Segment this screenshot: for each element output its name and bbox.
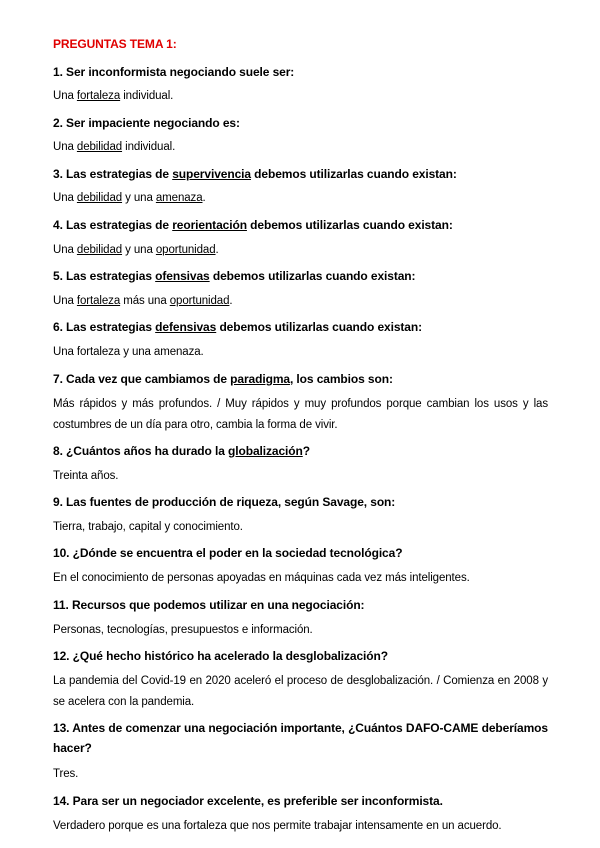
text-run: 11. Recursos que podemos utilizar en una negociación: <box>53 598 365 612</box>
text-run: individual. <box>122 141 176 153</box>
underlined-term: supervivencia <box>172 167 251 181</box>
answer-13 <box>53 764 548 785</box>
question-12 <box>53 646 548 666</box>
text-run: . <box>215 244 219 256</box>
answer-9 <box>53 517 548 538</box>
text-run: 5. Las estrategias <box>53 269 156 283</box>
text-run: Tierra, trabajo, capital y conocimiento. <box>53 521 243 533</box>
question-1 <box>53 62 548 82</box>
text-run: 1. Ser inconformista negociando suele ser: <box>53 65 295 79</box>
answer-2 <box>53 137 548 158</box>
text-run: 12. ¿Qué hecho histórico ha acelerado la desglobalización? <box>53 649 388 663</box>
text-run: Tres. <box>53 768 79 780</box>
answer-3 <box>53 188 548 209</box>
question-9 <box>53 492 548 512</box>
text-run: más una <box>120 295 170 307</box>
text-run: Treinta años. <box>53 470 119 482</box>
text-run: 13. Antes de comenzar una negociación importante, ¿Cuántos DAFO-CAME deberíamos hacer? <box>53 721 548 755</box>
text-run: debemos utilizarlas cuando existan: <box>209 269 416 283</box>
underlined-term: oportunidad <box>169 295 230 307</box>
text-run: 6. Las estrategias <box>53 320 156 334</box>
text-run: 9. Las fuentes de producción de riqueza, según Savage, son: <box>53 495 396 509</box>
text-run: En el conocimiento de personas apoyadas en máquinas cada vez más inteligentes. <box>53 572 470 584</box>
answer-12 <box>53 671 548 713</box>
text-run: La pandemia del Covid-19 en 2020 aceleró el proceso de desglobalización. / Comienza en 2008 y se acelera con la pandemia. <box>53 675 548 708</box>
question-14 <box>53 791 548 811</box>
underlined-term: defensivas <box>155 320 217 334</box>
question-7 <box>53 369 548 389</box>
text-run: . <box>202 192 206 204</box>
question-13 <box>53 718 548 758</box>
question-11 <box>53 595 548 615</box>
text-run: . <box>229 295 233 307</box>
text-run: y una <box>122 192 156 204</box>
text-run: Una <box>53 90 77 102</box>
text-run: ? <box>302 444 310 458</box>
text-run: Personas, tecnologías, presupuestos e información. <box>53 624 313 636</box>
text-run: Una <box>53 295 77 307</box>
text-run: 7. Cada vez que cambiamos de <box>53 372 231 386</box>
text-run: 2. Ser impaciente negociando es: <box>53 116 240 130</box>
text-run: 10. ¿Dónde se encuentra el poder en la sociedad tecnológica? <box>53 546 403 560</box>
answer-7 <box>53 394 548 436</box>
underlined-term: debilidad <box>76 141 123 153</box>
text-run: debemos utilizarlas cuando existan: <box>216 320 423 334</box>
answer-10 <box>53 568 548 589</box>
underlined-term: amenaza <box>155 192 203 204</box>
text-run: Más rápidos y más profundos. / Muy rápidos y muy profundos porque cambian los usos y las costumbres de un día para otro, cambia la forma de vivir. <box>53 398 548 431</box>
underlined-term: globalización <box>228 444 303 458</box>
text-run: y una <box>122 244 156 256</box>
text-run: , los cambios son: <box>289 372 393 386</box>
answer-6 <box>53 342 548 363</box>
question-4 <box>53 215 548 235</box>
text-run: 3. Las estrategias de <box>53 167 173 181</box>
answer-1 <box>53 86 548 107</box>
question-2 <box>53 113 548 133</box>
answer-4 <box>53 240 548 261</box>
underlined-term: oportunidad <box>155 244 216 256</box>
question-5 <box>53 266 548 286</box>
answer-8 <box>53 466 548 487</box>
question-3 <box>53 164 548 184</box>
text-run: debemos utilizarlas cuando existan: <box>246 218 453 232</box>
text-run: Una <box>53 192 77 204</box>
text-run: 14. Para ser un negociador excelente, es preferible ser inconformista. <box>53 794 443 808</box>
underlined-term: debilidad <box>76 192 123 204</box>
underlined-term: fortaleza <box>76 90 121 102</box>
text-run: Una fortaleza y una amenaza. <box>53 346 204 358</box>
underlined-term: ofensivas <box>155 269 210 283</box>
text-run: 4. Las estrategias de <box>53 218 173 232</box>
text-run: debemos utilizarlas cuando existan: <box>250 167 457 181</box>
underlined-term: debilidad <box>76 244 123 256</box>
underlined-term: fortaleza <box>76 295 121 307</box>
page-title: PREGUNTAS TEMA 1: <box>53 37 177 51</box>
text-run: Verdadero porque es una fortaleza que nos permite trabajar intensamente en un acuerdo. <box>53 820 502 832</box>
text-run: 8. ¿Cuántos años ha durado la <box>53 444 229 458</box>
question-8 <box>53 441 548 461</box>
underlined-term: reorientación <box>172 218 247 232</box>
answer-11 <box>53 620 548 641</box>
text-run: individual. <box>120 90 174 102</box>
question-6 <box>53 317 548 337</box>
text-run: Una <box>53 141 77 153</box>
answer-14 <box>53 816 548 837</box>
answer-5 <box>53 291 548 312</box>
underlined-term: paradigma <box>230 372 290 386</box>
text-run: Una <box>53 244 77 256</box>
question-10 <box>53 543 548 563</box>
